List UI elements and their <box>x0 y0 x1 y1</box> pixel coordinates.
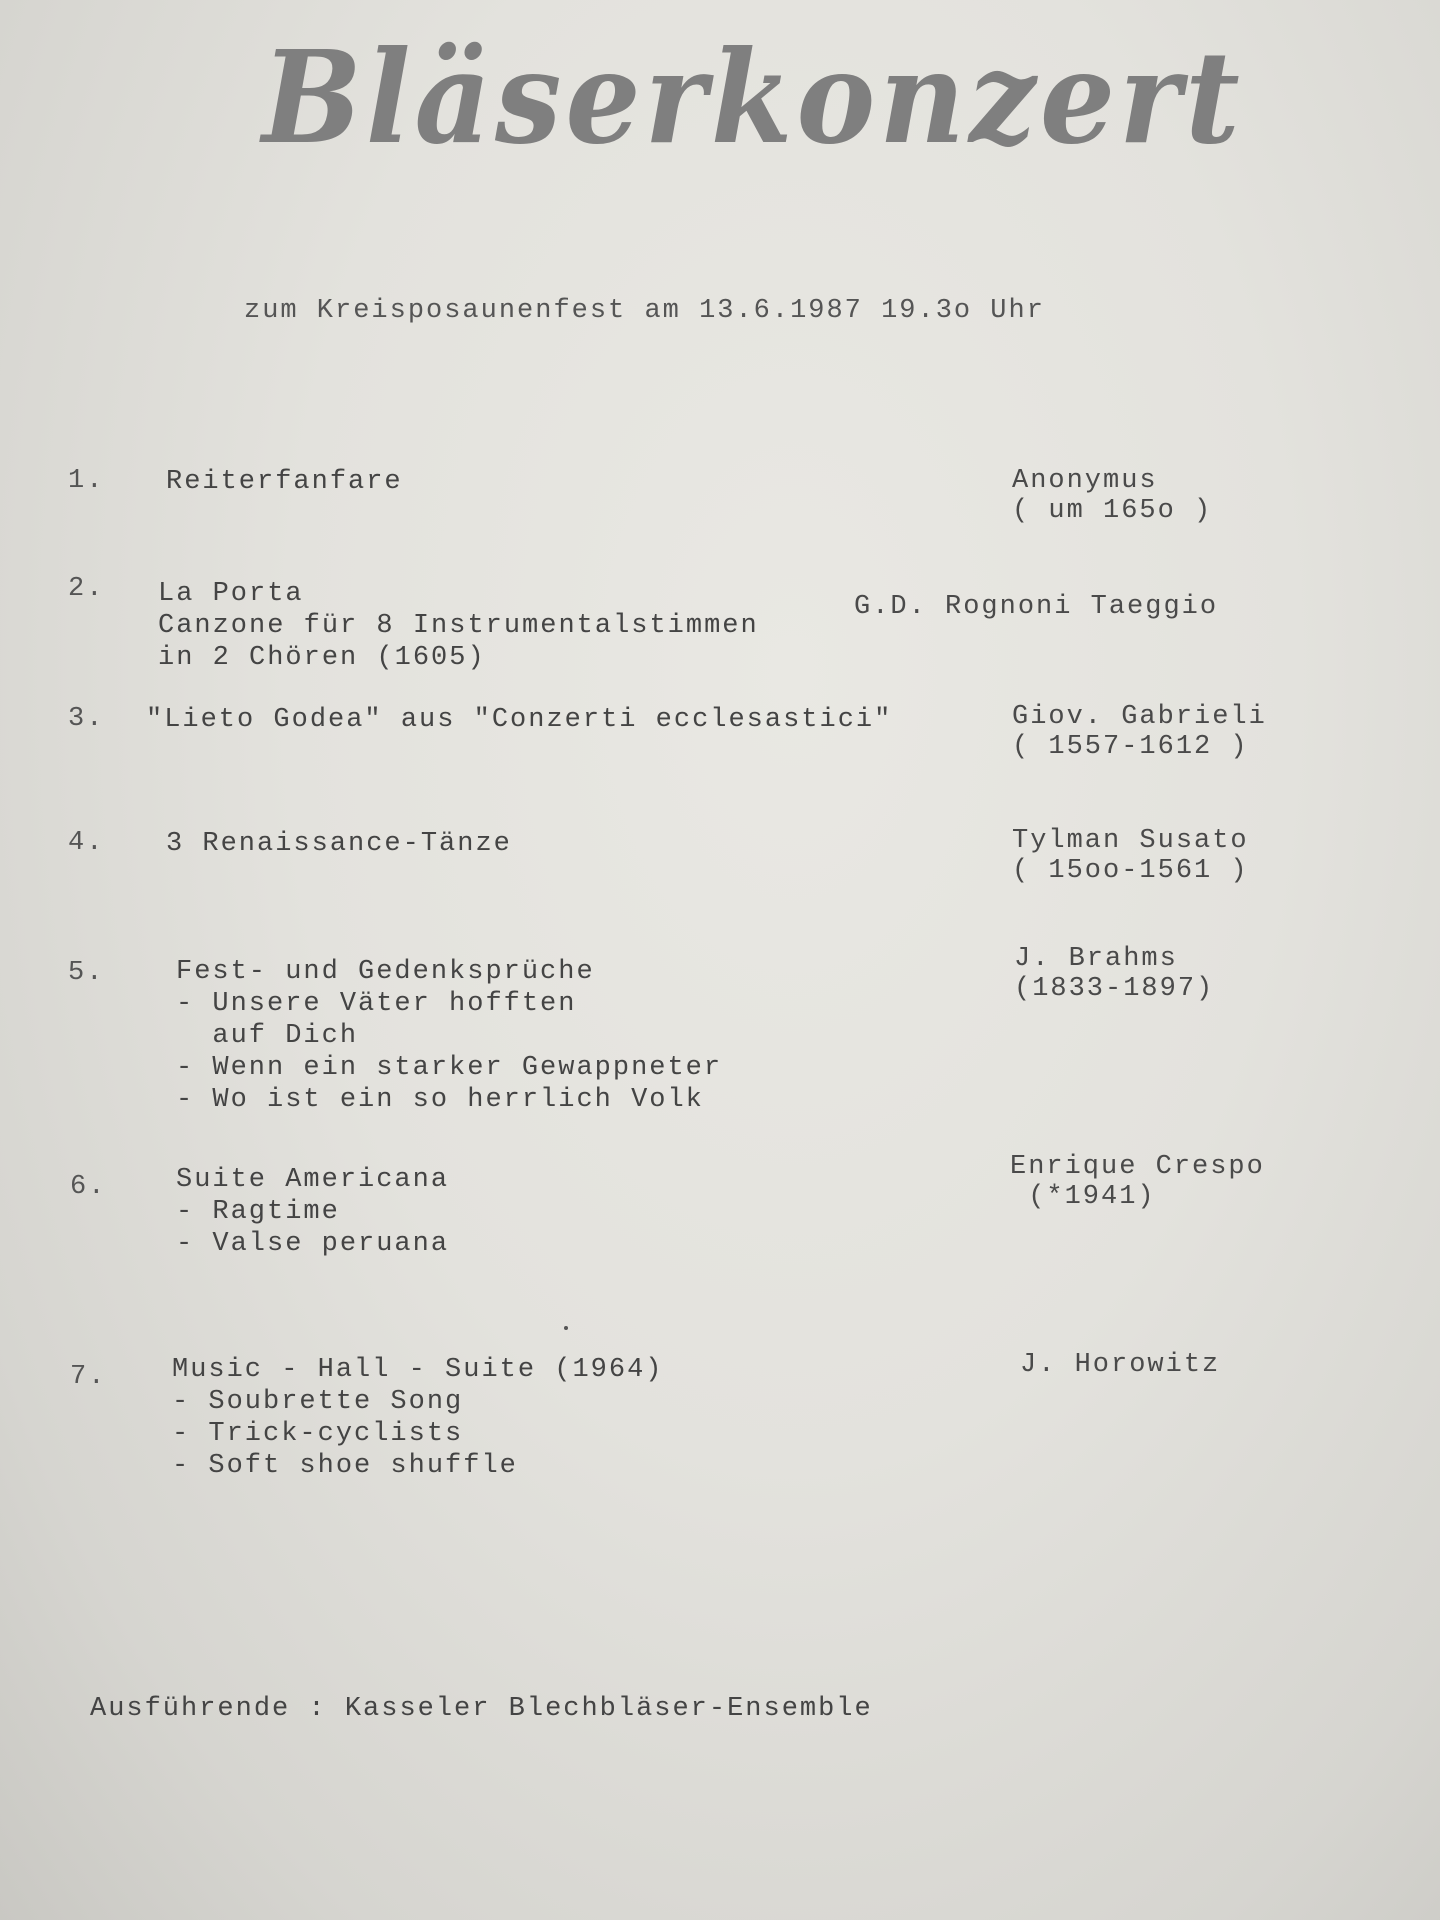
program-item-2-number: 2. <box>68 574 105 604</box>
event-subtitle: zum Kreisposaunenfest am 13.6.1987 19.3o Uhr <box>244 296 1045 326</box>
work-line: - Valse peruana <box>176 1229 450 1259</box>
work-line: La Porta <box>158 579 304 609</box>
program-item-5-work <box>176 956 722 1116</box>
program-item-4-work <box>166 828 512 860</box>
work-line: Music - Hall - Suite (1964) <box>172 1355 664 1385</box>
program-item-3-composer <box>1012 702 1267 762</box>
work-line: - Unsere Väter hofften <box>176 989 577 1019</box>
performers-line: Ausführende : Kasseler Blechbläser-Ensemble <box>90 1694 873 1724</box>
composer-name: J. Horowitz <box>1020 1350 1221 1380</box>
composer-name: J. Brahms <box>1014 944 1178 974</box>
program-item-1-work <box>166 466 403 498</box>
program-item-7-work <box>172 1354 663 1482</box>
program-item-7-composer <box>1020 1350 1220 1380</box>
composer-dates: (1833-1897) <box>1014 974 1215 1004</box>
program-item-6-number: 6. <box>70 1172 107 1202</box>
program-item-4-number: 4. <box>68 828 105 858</box>
program-item-6-composer <box>1010 1152 1265 1212</box>
work-line: - Ragtime <box>176 1197 340 1227</box>
program-item-2-work <box>158 578 759 674</box>
program-item-1-number: 1. <box>68 466 105 496</box>
program-item-4-composer <box>1012 826 1249 886</box>
work-line: - Trick-cyclists <box>172 1419 464 1449</box>
program-item-5-composer <box>1014 944 1214 1004</box>
composer-name: Enrique Crespo <box>1010 1152 1265 1182</box>
composer-dates: ( 1557-1612 ) <box>1012 732 1249 762</box>
work-line: auf Dich <box>176 1021 359 1051</box>
work-line: - Soft shoe shuffle <box>172 1451 518 1481</box>
program-item-5-number: 5. <box>68 958 105 988</box>
composer-dates: (*1941) <box>1010 1182 1156 1212</box>
program-item-7-number: 7. <box>70 1362 107 1392</box>
composer-dates: ( 15oo-1561 ) <box>1012 856 1249 886</box>
page-title: Bläserkonzert <box>262 22 1244 173</box>
work-line: - Wenn ein starker Gewappneter <box>176 1053 723 1083</box>
work-line: - Wo ist ein so herrlich Volk <box>176 1085 704 1115</box>
program-item-6-work <box>176 1164 449 1260</box>
composer-name: G.D. Rognoni Taeggio <box>854 592 1219 622</box>
composer-name: Giov. Gabrieli <box>1012 702 1267 732</box>
work-line: Reiterfanfare <box>166 467 403 497</box>
composer-dates: ( um 165o ) <box>1012 496 1213 526</box>
work-line: Canzone für 8 Instrumentalstimmen <box>158 611 759 641</box>
work-line: - Soubrette Song <box>172 1387 464 1417</box>
program-item-3-number: 3. <box>68 704 105 734</box>
work-line: 3 Renaissance-Tänze <box>166 829 512 859</box>
paper-speck <box>564 1326 568 1330</box>
composer-name: Anonymus <box>1012 466 1158 496</box>
program-item-2-composer <box>854 592 1218 622</box>
composer-name: Tylman Susato <box>1012 826 1249 856</box>
program-item-1-composer <box>1012 466 1212 526</box>
work-line: "Lieto Godea" aus "Conzerti ecclesastici" <box>146 705 893 735</box>
work-line: in 2 Chören (1605) <box>158 643 486 673</box>
work-line: Suite Americana <box>176 1165 450 1195</box>
program-item-3-work <box>146 704 892 736</box>
work-line: Fest- und Gedenksprüche <box>176 957 595 987</box>
